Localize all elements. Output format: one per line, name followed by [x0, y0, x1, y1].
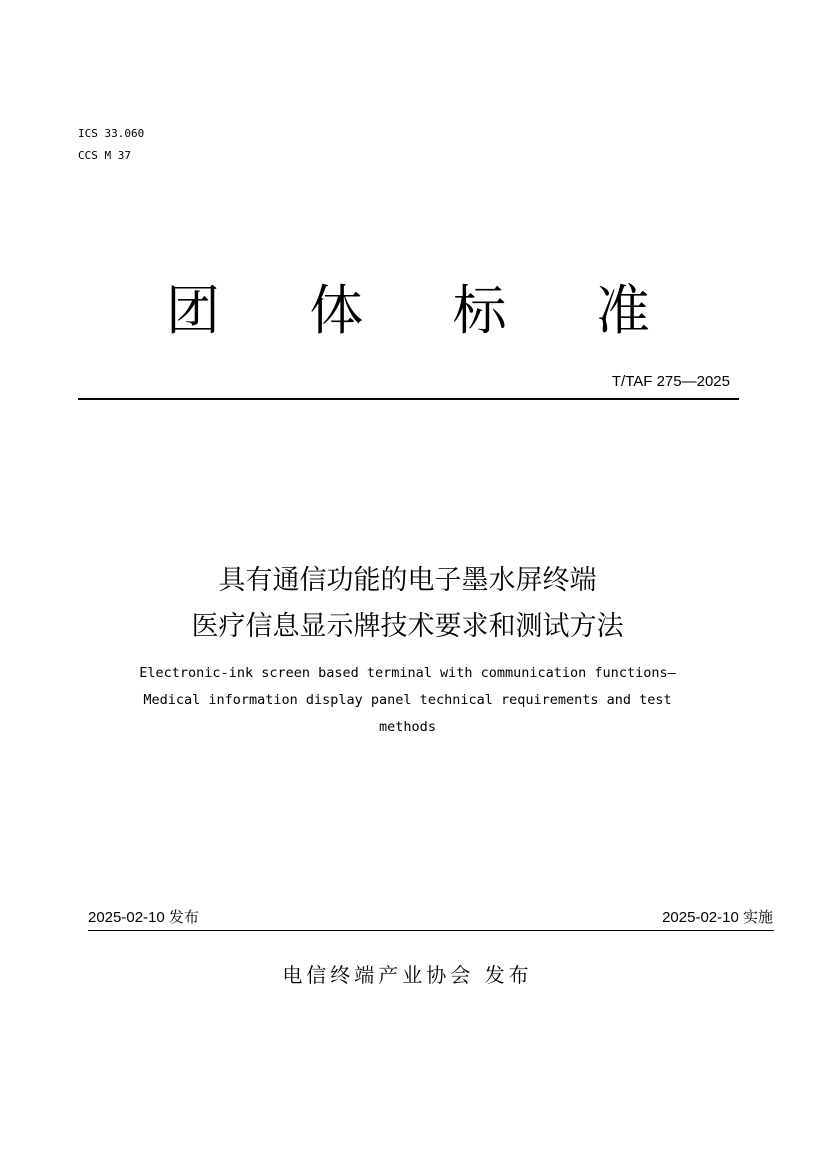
standard-type-char: 团 [166, 279, 220, 342]
standard-type-heading [78, 276, 738, 346]
standard-number: T/TAF 275—2025 [611, 373, 730, 390]
standard-type-char: 体 [309, 279, 364, 342]
chinese-title [0, 558, 815, 650]
english-title-line: methods [379, 719, 436, 735]
implementation-date: 2025-02-10 实施 [662, 909, 773, 926]
ics-code: ICS 33.060 [78, 127, 145, 140]
classification-codes [78, 123, 144, 167]
header-divider [78, 398, 739, 400]
issue-date: 2025-02-10 发布 [88, 909, 199, 926]
footer-divider [88, 930, 774, 931]
chinese-title-line: 具有通信功能的电子墨水屏终端 [218, 565, 597, 596]
chinese-title-line: 医疗信息显示牌技术要求和测试方法 [191, 611, 624, 642]
english-title-line: Electronic-ink screen based terminal with communication functions— [139, 665, 676, 681]
ccs-code: CCS M 37 [78, 149, 131, 162]
publisher: 电信终端产业协会 发布 [282, 963, 533, 987]
standard-type-char: 标 [452, 279, 507, 342]
english-title-line: Medical information display panel technical requirements and test [143, 692, 672, 708]
english-title [70, 660, 745, 741]
standard-type-char: 准 [595, 279, 650, 342]
